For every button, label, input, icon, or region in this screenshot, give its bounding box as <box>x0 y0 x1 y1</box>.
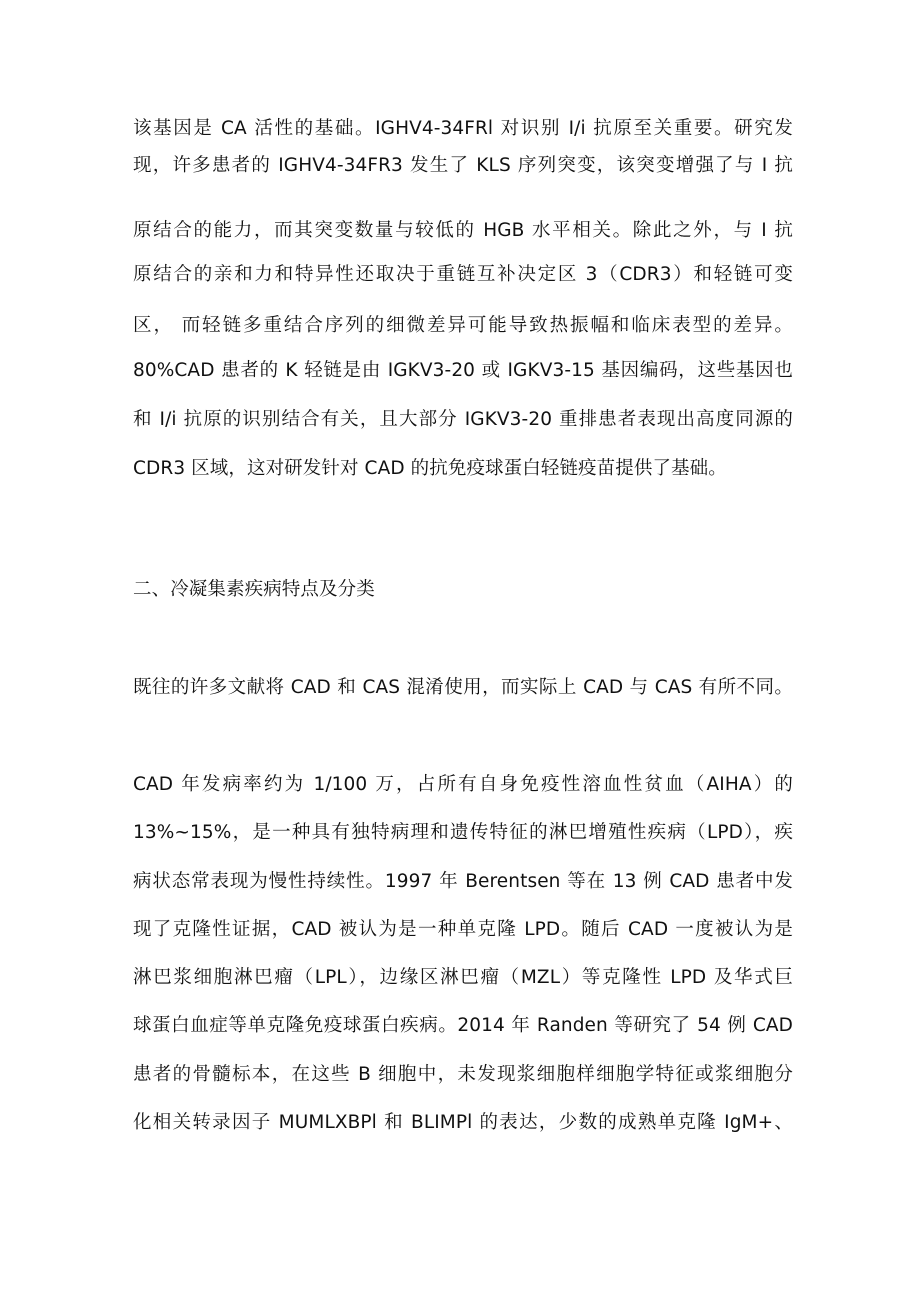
text-line: 患者的骨髓标本，在这些 B 细胞中，未发现浆细胞样细胞学特征或浆细胞分 <box>133 1064 793 1085</box>
text-line: 和 I/i 抗原的识别结合有关，且大部分 IGKV3-20 重排患者表现出高度同源的 <box>133 409 793 430</box>
text-line: 区， 而轻链多重结合序列的细微差异可能导致热振幅和临床表型的差异。 <box>133 315 793 336</box>
text-line: 80%CAD 患者的 K 轻链是由 IGKV3-20 或 IGKV3-15 基因编码，这些基因也 <box>133 360 793 381</box>
text-line: 现，许多患者的 IGHV4-34FR3 发生了 KLS 序列突变，该突变增强了与 I 抗 <box>133 155 793 176</box>
heading-text: 二、冷凝集素疾病特点及分类 <box>133 579 375 600</box>
text-line: 现了克隆性证据，CAD 被认为是一种单克隆 LPD。随后 CAD 一度被认为是 <box>133 919 793 940</box>
text-line: 该基因是 CA 活性的基础。IGHV4-34FRl 对识别 I/i 抗原至关重要。研究发 <box>133 118 793 139</box>
text-line: 病状态常表现为慢性持续性。1997 年 Berentsen 等在 13 例 CAD 患者中发 <box>133 871 793 892</box>
text-line: 既往的许多文献将 CAD 和 CAS 混淆使用，而实际上 CAD 与 CAS 有所不同。 <box>133 677 793 698</box>
text-line: 13%~15%，是一种具有独特病理和遗传特征的淋巴增殖性疾病（LPD），疾 <box>133 822 793 843</box>
text-line: 化相关转录因子 MUMLXBPl 和 BLIMPl 的表达，少数的成熟单克隆 IgM+、 <box>133 1112 793 1133</box>
text-line: CAD 年发病率约为 1/100 万，占所有自身免疫性溶血性贫血（AIHA）的 <box>133 774 793 795</box>
text-line: CDR3 区域，这对研发针对 CAD 的抗免疫球蛋白轻链疫苗提供了基础。 <box>133 458 727 479</box>
text-line: 淋巴浆细胞淋巴瘤（LPL），边缘区淋巴瘤（MZL）等克隆性 LPD 及华式巨 <box>133 967 793 988</box>
text-line: 球蛋白血症等单克隆免疫球蛋白疾病。2014 年 Randen 等研究了 54 例 CAD <box>133 1015 793 1036</box>
text-line: 原结合的能力，而其突变数量与较低的 HGB 水平相关。除此之外，与 I 抗 <box>133 220 793 241</box>
text-line: 原结合的亲和力和特异性还取决于重链互补决定区 3（CDR3）和轻链可变 <box>133 264 793 285</box>
